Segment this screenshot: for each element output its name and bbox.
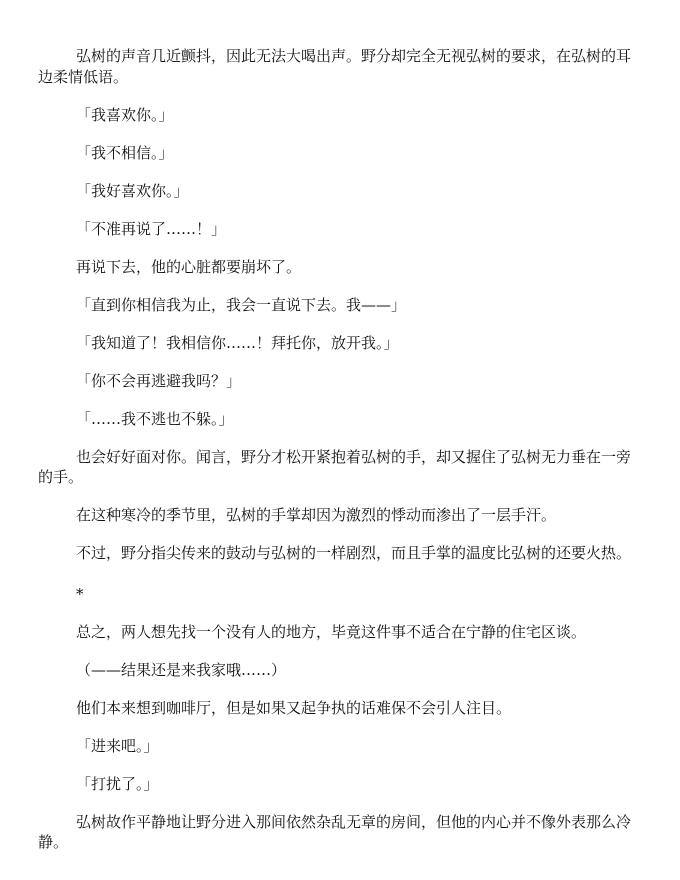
dialogue-line: 「我喜欢你。」 <box>76 105 174 124</box>
dialogue-line: 「我好喜欢你。」 <box>76 181 189 200</box>
dialogue-line: 「……我不逃也不躲。」 <box>76 409 234 428</box>
dialogue-line: 「不准再说了……！」 <box>76 219 227 238</box>
section-separator: * <box>76 584 84 603</box>
paragraph: 弘树故作平静地让野分进入那间依然杂乱无章的房间，但他的内心并不像外表那么冷静。 <box>38 812 632 851</box>
dialogue-line: 「直到你相信我为止，我会一直说下去。我——」 <box>76 295 407 314</box>
paragraph: 在这种寒冷的季节里，弘树的手掌却因为激烈的悸动而渗出了一层手汗。 <box>76 506 557 524</box>
dialogue-line: 「打扰了。」 <box>76 774 159 793</box>
paragraph: 再说下去，他的心脏都要崩坏了。 <box>76 257 302 276</box>
dialogue-line: 「我知道了！我相信你……！拜托你，放开我。」 <box>76 333 399 352</box>
inner-thought: （——结果还是来我家哦……） <box>76 660 287 679</box>
dialogue-line: 「进来吧。」 <box>76 736 159 755</box>
dialogue-line: 「我不相信。」 <box>76 143 174 162</box>
paragraph: 总之，两人想先找一个没有人的地方，毕竟这件事不适合在宁静的住宅区谈。 <box>76 622 587 641</box>
paragraph: 弘树的声音几近颤抖，因此无法大喝出声。野分却完全无视弘树的要求，在弘树的耳边柔情低语。 <box>38 47 632 86</box>
paragraph: 也会好好面对你。闻言，野分才松开紧抱着弘树的手，却又握住了弘树无力垂在一旁的手。 <box>38 447 632 486</box>
dialogue-line: 「你不会再逃避我吗？」 <box>76 371 242 390</box>
paragraph: 不过，野分指尖传来的鼓动与弘树的一样剧烈，而且手掌的温度比弘树的还要火热。 <box>76 544 632 562</box>
paragraph: 他们本来想到咖啡厅，但是如果又起争执的话难保不会引人注目。 <box>76 698 512 717</box>
